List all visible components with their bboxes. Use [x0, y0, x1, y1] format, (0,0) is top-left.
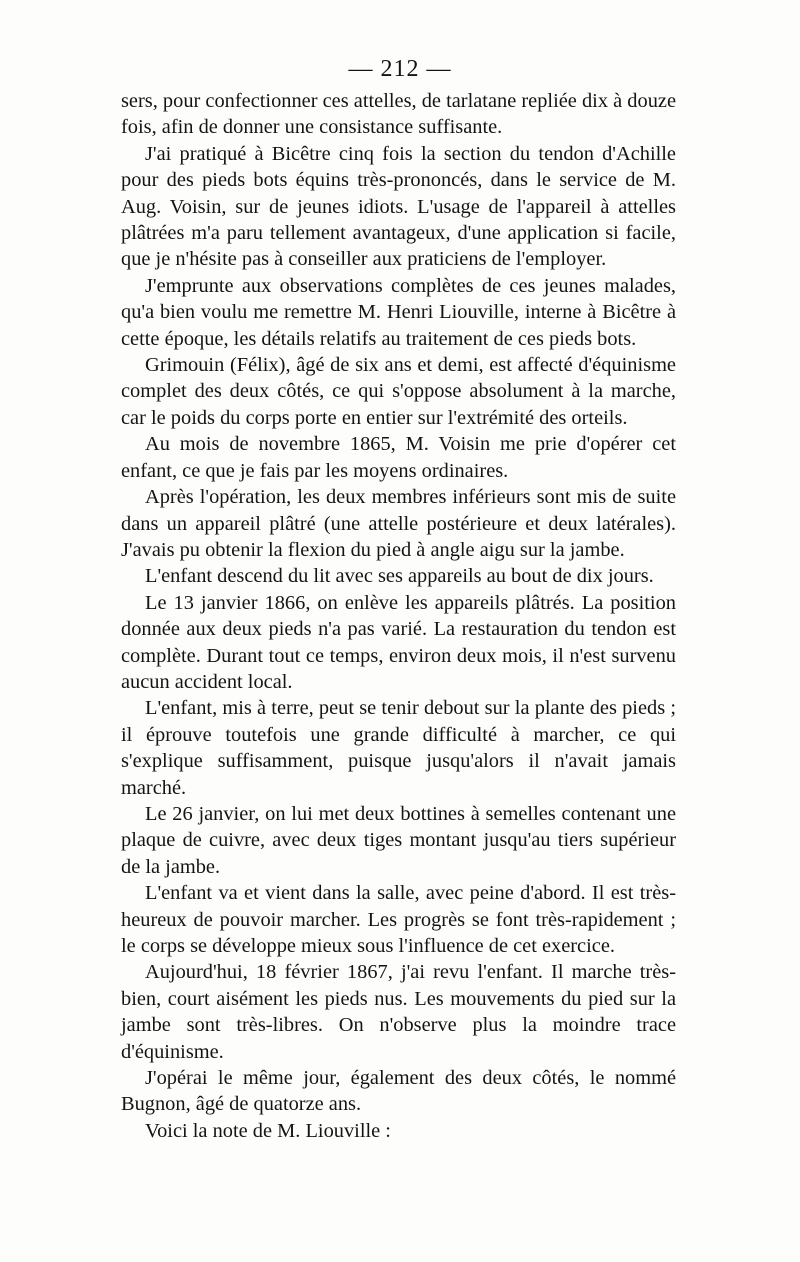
paragraph: Le 26 janvier, on lui met deux bottines à semelles contenant une plaque de cuivre, avec deux tiges montant jusqu'au tiers supérieur de la jambe.: [121, 802, 676, 878]
paragraph: J'opérai le même jour, également des deux côtés, le nommé Bugnon, âgé de quatorze ans.: [121, 1067, 676, 1116]
paragraph: L'enfant descend du lit avec ses appareils au bout de dix jours.: [145, 565, 654, 588]
body-text: [121, 88, 676, 1144]
paragraph: Au mois de novembre 1865, M. Voisin me prie d'opérer cet enfant, ce que je fais par les moyens ordinaires.: [121, 433, 676, 482]
paragraph: L'enfant, mis à terre, peut se tenir debout sur la plante des pieds ; il éprouve toutefois une grande difficulté à marcher, ce qui s'explique suffisamment, puisque jusqu'alors il n'avait jamais marché.: [121, 697, 676, 799]
paragraph: Aujourd'hui, 18 février 1867, j'ai revu l'enfant. Il marche très-bien, court aisément les pieds nus. Les mouvements du pied sur la jambe sont très-libres. On n'observe plus la moindre trace d'équinisme.: [121, 961, 676, 1063]
paragraph: Voici la note de M. Liouville :: [145, 1119, 391, 1142]
paragraph: J'ai pratiqué à Bicêtre cinq fois la section du tendon d'Achille pour des pieds bots équins très-prononcés, dans le service de M. Aug. Voisin, sur de jeunes idiots. L'usage de l'appareil à attelles plâtrées m'a paru tellement avantageux, d'une application si facile, que je n'hésite pas à conseiller aux praticiens de l'employer.: [121, 142, 676, 271]
paragraph: sers, pour confectionner ces attelles, de tarlatane repliée dix à douze fois, afin de donner une consistance suffisante.: [121, 90, 676, 139]
paragraph: Grimouin (Félix), âgé de six ans et demi, est affecté d'équinisme complet des deux côtés, ce qui s'oppose absolument à la marche, car le poids du corps porte en entier sur l'extrémité des orteils.: [121, 354, 676, 429]
page-number: — 212 —: [348, 56, 452, 82]
paragraph: L'enfant va et vient dans la salle, avec peine d'abord. Il est très-heureux de pouvoir marcher. Les progrès se font très-rapidement ; le corps se développe mieux sous l'influence de cet exercice.: [121, 882, 676, 957]
paragraph: Après l'opération, les deux membres inférieurs sont mis de suite dans un appareil plâtré (une attelle postérieure et deux latérales). J'avais pu obtenir la flexion du pied à angle aigu sur la jambe.: [121, 486, 676, 561]
paragraph: Le 13 janvier 1866, on enlève les appareils plâtrés. La position donnée aux deux pieds n'a pas varié. La restauration du tendon est complète. Durant tout ce temps, environ deux mois, il n'est survenu aucun accident local.: [121, 591, 676, 693]
paragraph: J'emprunte aux observations complètes de ces jeunes malades, qu'a bien voulu me remettre M. Henri Liouville, interne à Bicêtre à cette époque, les détails relatifs au traitement de ces pieds bots.: [121, 274, 676, 350]
